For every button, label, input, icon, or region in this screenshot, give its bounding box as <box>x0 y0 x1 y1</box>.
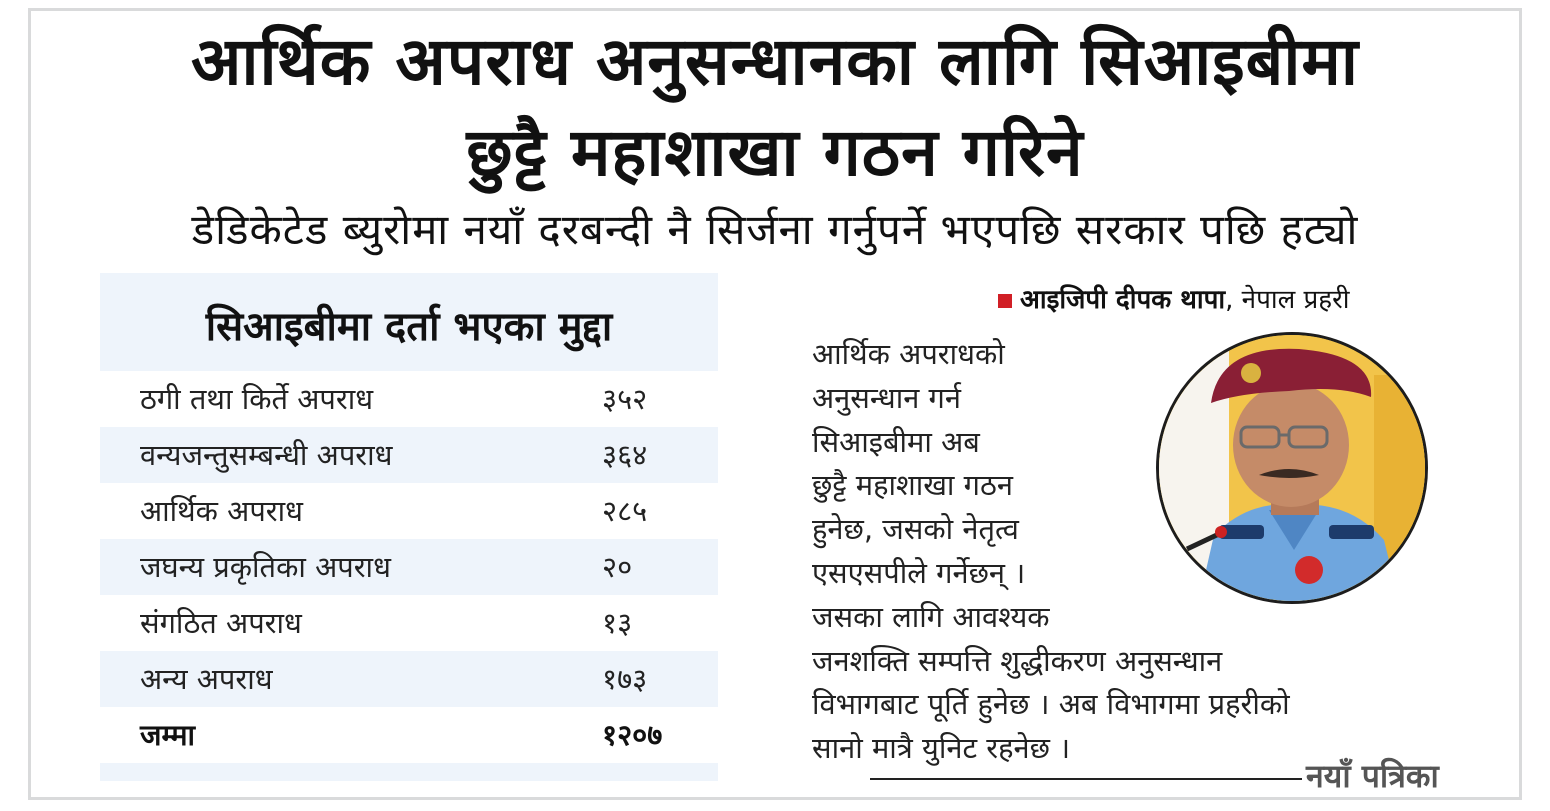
source-credit: नयाँ पत्रिका <box>1306 757 1439 795</box>
quote-line: छुट्टै महाशाखा गठन <box>812 468 1013 503</box>
quote-line: आर्थिक अपराधको <box>812 337 1005 371</box>
quote-line: हुनेछ, जसको नेतृत्व <box>812 512 1019 547</box>
table-row <box>100 483 718 539</box>
total-label: जम्मा <box>140 718 196 752</box>
byline-org: , नेपाल प्रहरी <box>1225 285 1350 315</box>
row-label: आर्थिक अपराध <box>140 494 304 528</box>
row-value: १३ <box>602 606 633 640</box>
row-value: १७३ <box>602 662 648 696</box>
headline-line-2: छुट्टै महाशाखा गठन गरिने <box>466 114 1084 191</box>
table-total-row <box>100 707 718 763</box>
red-square-bullet-icon <box>998 294 1012 308</box>
row-label: वन्यजन्तुसम्बन्धी अपराध <box>140 438 393 472</box>
quote-byline <box>998 280 1349 320</box>
row-value: ३५२ <box>602 382 648 416</box>
cases-table <box>100 273 718 781</box>
row-label: ठगी तथा किर्ते अपराध <box>140 382 374 416</box>
row-label: अन्य अपराध <box>140 662 273 696</box>
total-value: १२०७ <box>602 718 663 752</box>
footer-rule <box>870 778 1302 780</box>
table-title: सिआइबीमा दर्ता भएका मुद्दा <box>205 304 613 350</box>
quote-line: जसका लागि आवश्यक <box>812 599 1050 634</box>
portrait-illustration <box>1159 335 1425 601</box>
row-value: २८५ <box>602 494 648 528</box>
quote-line: विभागबाट पूर्ति हुनेछ । अब विभागमा प्रहरीको <box>812 687 1290 722</box>
table-row <box>100 651 718 707</box>
row-label: जघन्य प्रकृतिका अपराध <box>140 550 391 584</box>
table-row <box>100 427 718 483</box>
headline-line-1: आर्थिक अपराध अनुसन्धानका लागि सिआइबीमा <box>191 23 1359 100</box>
table-row <box>100 595 718 651</box>
quote-line: जनशक्ति सम्पत्ति शुद्धीकरण अनुसन्धान <box>812 643 1223 678</box>
row-value: ३६४ <box>602 438 648 472</box>
quote-line: एसएसपीले गर्नेछन् । <box>812 555 1026 590</box>
byline-name: आइजिपी दीपक थापा <box>1020 285 1226 315</box>
table-row <box>100 371 718 427</box>
portrait-photo <box>1156 332 1428 604</box>
quote-line: अनुसन्धान गर्न <box>812 380 961 415</box>
table-row <box>100 539 718 595</box>
quote-line: सिआइबीमा अब <box>812 424 980 459</box>
row-value: २० <box>602 550 633 584</box>
subheadline: डेडिकेटेड ब्युरोमा नयाँ दरबन्दी नै सिर्जना गर्नुपर्ने भएपछि सरकार पछि हट्यो <box>191 205 1359 254</box>
row-label: संगठित अपराध <box>140 606 302 640</box>
quote-line: सानो मात्रै युनिट रहनेछ । <box>812 731 1071 766</box>
